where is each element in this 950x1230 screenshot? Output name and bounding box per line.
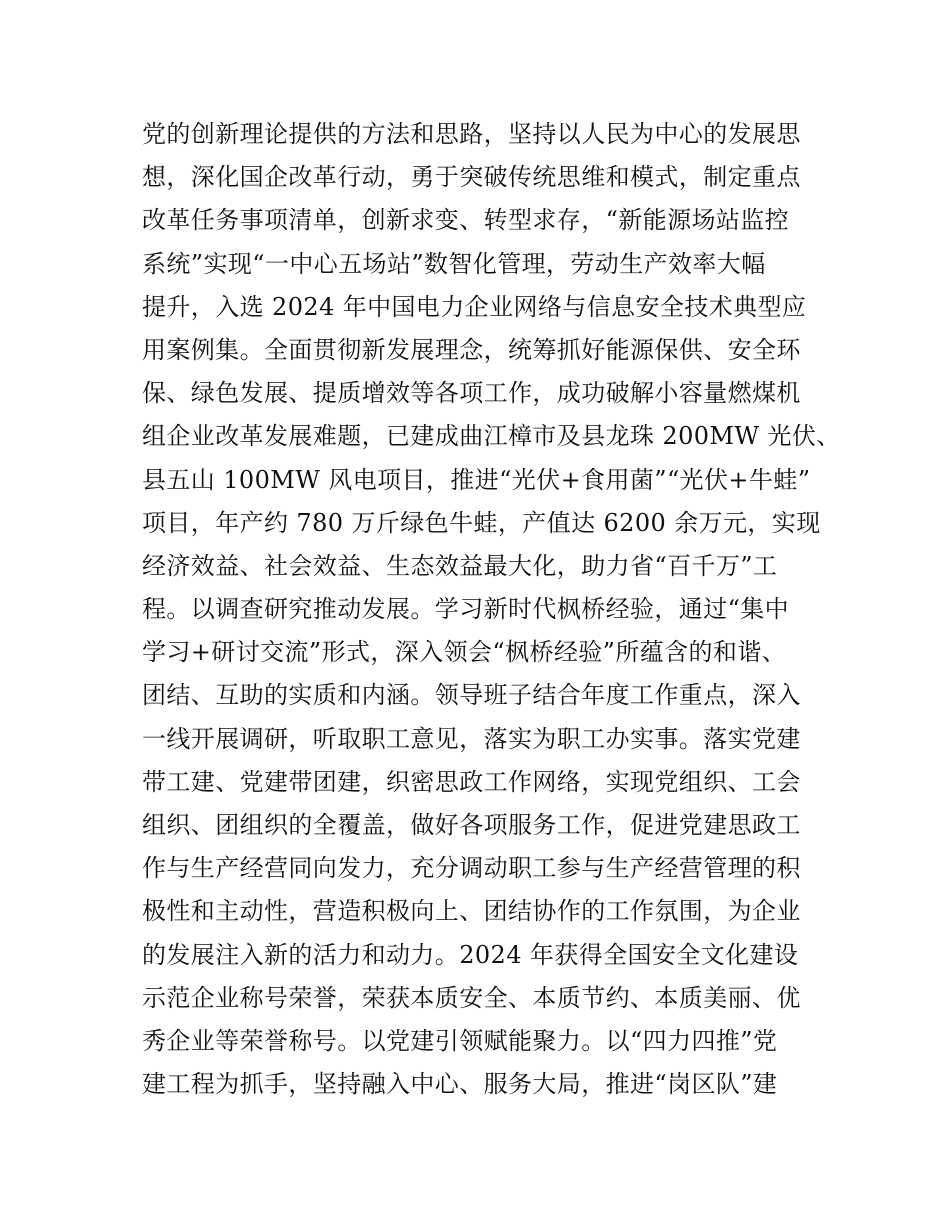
text-line: 示范企业称号荣誉，荣获本质安全、本质节约、本质美丽、优 [142,983,801,1012]
text-line: 保、绿色发展、提质增效等各项工作，成功破解小容量燃煤机 [142,379,801,408]
text-line: 改革任务事项清单，创新求变、转型求存，“新能源场站监控 [142,206,790,235]
text-line: 用案例集。全面贯彻新发展理念，统筹抓好能源保供、安全环 [142,335,801,364]
text-line: 一线开展调研，听取职工意见，落实为职工办实事。落实党建 [142,724,801,753]
text-line: 团结、互助的实质和内涵。领导班子结合年度工作重点，深入 [142,681,801,710]
text-line: 组企业改革发展难题，已建成曲江樟市及县龙珠 200MW 光伏、 [142,422,841,451]
text-line: 经济效益、社会效益、生态效益最大化，助力省“百千万”工 [142,551,778,580]
text-line: 想，深化国企改革行动，勇于突破传统思维和模式，制定重点 [142,163,801,192]
body-paragraph [142,113,842,1106]
text-line: 作与生产经营同向发力，充分调动职工参与生产经营管理的积 [142,854,801,883]
text-line: 学习+研讨交流”形式，深入领会“枫桥经验”所蕴含的和谐、 [142,638,787,667]
text-line: 的发展注入新的活力和动力。2024 年获得全国安全文化建设 [142,940,799,969]
text-line: 程。以调查研究推动发展。学习新时代枫桥经验，通过“集中 [142,595,790,624]
text-line: 党的创新理论提供的方法和思路，坚持以人民为中心的发展思 [142,120,801,148]
text-line: 极性和主动性，营造积极向上、团结协作的工作氛围，为企业 [142,897,801,926]
text-line: 带工建、党建带团建，织密思政工作网络，实现党组织、工会 [142,767,801,796]
text-line: 项目，年产约 780 万斤绿色牛蛙，产值达 6200 余万元，实现 [142,508,821,537]
text-line: 系统”实现“一中心五场站”数智化管理，劳动生产效率大幅 [142,249,766,278]
text-line: 秀企业等荣誉称号。以党建引领赋能聚力。以“四力四推”党 [142,1026,778,1055]
text-line: 县五山 100MW 风电项目，推进“光伏+食用菌”“光伏+牛蛙” [142,465,811,494]
text-line: 提升，入选 2024 年中国电力企业网络与信息安全技术典型应 [142,292,807,321]
text-line: 建工程为抓手，坚持融入中心、服务大局，推进“岗区队”建 [142,1070,778,1099]
text-line: 组织、团组织的全覆盖，做好各项服务工作，促进党建思政工 [142,811,801,839]
